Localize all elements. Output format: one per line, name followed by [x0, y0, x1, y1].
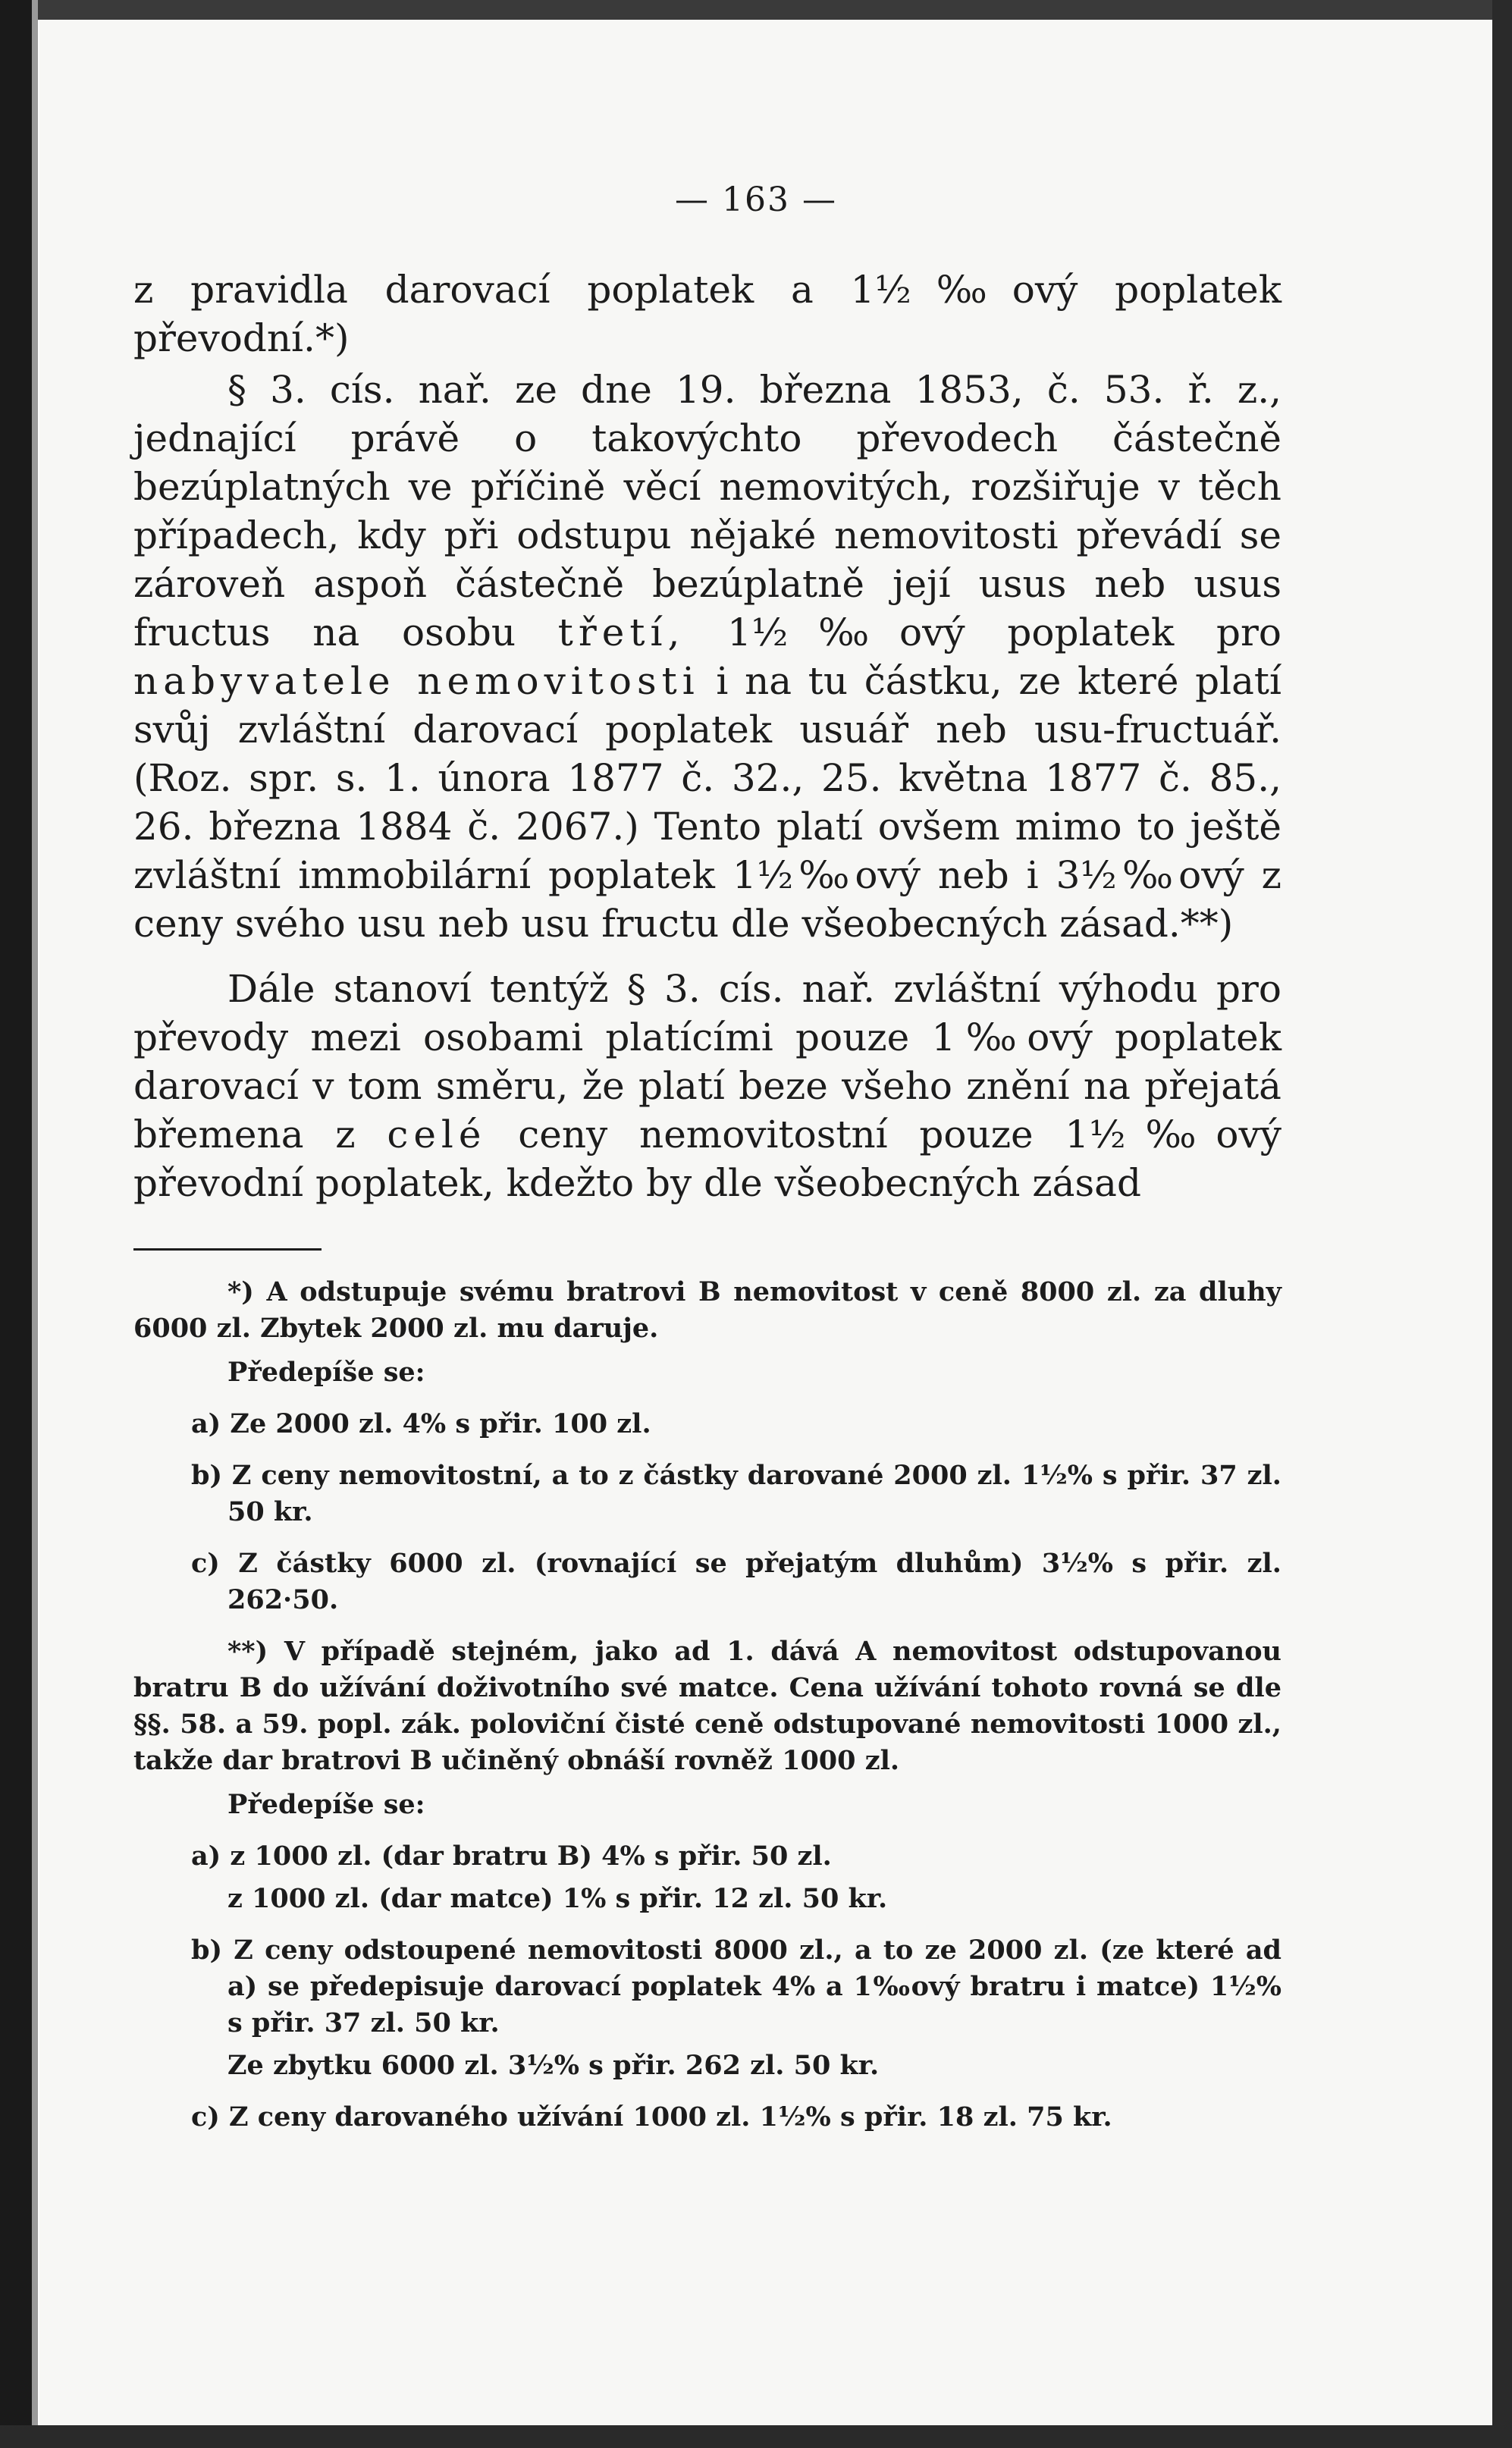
spaced-word-cele: celé: [387, 1113, 487, 1157]
scan-edge-bottom: [0, 2425, 1512, 2448]
footnote-2-item-a1: a) z 1000 zl. (dar bratru B) 4% s přir. 50 zl.: [191, 1841, 832, 1872]
paragraph-2-part-b: 1½‰ový poplatek pro: [685, 610, 1281, 654]
footnote-1-text: *) A odstupuje svému bratrovi B nemovitost v ceně 8000 zl. za dluhy 6000 zl. Zbytek 2000 zl. mu daruje.: [133, 1276, 1281, 1344]
footnote-1-item-a: a) Ze 2000 zl. 4% s přir. 100 zl.: [191, 1408, 651, 1439]
footnote-separator: [133, 1248, 322, 1251]
paragraph-3: [133, 965, 1281, 1207]
scan-edge-left: [0, 0, 32, 2448]
footnote-2-item-a2: z 1000 zl. (dar matce) 1% s přir. 12 zl. 50 kr.: [227, 1883, 888, 1914]
paragraph-2: [133, 366, 1281, 948]
main-text: [133, 265, 1281, 1207]
paragraph-3-part-a: Dále stanoví tentýž § 3. cís. nař. zvláštní výhodu pro převody mezi osobami platícími pouze 1‰ový poplatek darovací v tom směru, že platí beze všeho znění na přejatá břemena z: [133, 967, 1281, 1157]
footnote-2-item-c: c) Z ceny darovaného užívání 1000 zl. 1½% s přir. 18 zl. 75 kr.: [191, 2101, 1112, 2133]
paragraph-3-part-b: ceny nemovitostní pouze 1½‰ový převodní poplatek, kdežto by dle všeobecných zásad: [133, 1113, 1281, 1205]
footnote-1-item-c: c) Z částky 6000 zl. (rovnající se přejatým dluhům) 3½% s přir. zl. 262·50.: [191, 1548, 1281, 1615]
footnote-2-item-b2: Ze zbytku 6000 zl. 3½% s přir. 262 zl. 50 kr.: [227, 2050, 880, 2081]
paragraph-1: z pravidla darovací poplatek a 1½‰ový poplatek převodní.*): [133, 268, 1281, 360]
footnote-2-heading: Předepíše se:: [227, 1789, 425, 1820]
footnote-1: [133, 1274, 1281, 1347]
scan-edge-left-inner: [32, 0, 38, 2448]
scan-edge-right: [1492, 0, 1512, 2448]
spaced-word-nabyvatele: nabyvatele nemovitosti: [133, 659, 700, 703]
footnote-2-item-b: b) Z ceny odstoupené nemovitosti 8000 zl., a to ze 2000 zl. (ze které ad a) se předepisuje darovací poplatek 4% a 1‰ový bratru i matce) 1½% s přir. 37 zl. 50 kr.: [191, 1935, 1281, 2038]
page-number: — 163 —: [675, 180, 837, 219]
scan-edge-top: [0, 0, 1512, 20]
paragraph-2-part-c: i na tu částku, ze které platí svůj zvláštní darovací poplatek usuář neb usu-fructuář. (Roz. spr. s. 1. února 1877 č. 32., 25. května 1877 č. 85., 26. března 1884 č. 2067.) Tento platí ovšem mimo to ještě zvláštní immobilární poplatek 1½‰ový neb i 3½‰ový z ceny svého usu neb usu fructu dle všeobecných zásad.**): [133, 659, 1281, 946]
footnote-2: **) V případě stejném, jako ad 1. dává A nemovitost odstupovanou bratru B do užívání doživotního své matce. Cena užívání tohoto rovná se dle §§. 58. a 59. popl. zák. poloviční čisté ceně odstupované nemovitosti 1000 zl., takže dar bratrovi B učiněný obnáší rovněž 1000 zl.: [133, 1636, 1281, 1776]
spaced-word-treti: třetí,: [557, 610, 685, 654]
paragraph-2-part-a: § 3. cís. nař. ze dne 19. března 1853, č. 53. ř. z., jednající právě o takovýchto převodech částečně bezúplatných ve příčině věcí nemovitých, rozšiřuje v těch případech, kdy při odstupu nějaké nemovitosti převádí se zároveň aspoň částečně bezúplatně její usus neb usus fructus na osobu: [133, 368, 1281, 654]
footnote-1-heading: Předepíše se:: [227, 1357, 425, 1388]
footnotes: [133, 1271, 1281, 2136]
footnote-1-item-b: b) Z ceny nemovitostní, a to z částky darované 2000 zl. 1½% s přir. 37 zl. 50 kr.: [191, 1460, 1281, 1527]
